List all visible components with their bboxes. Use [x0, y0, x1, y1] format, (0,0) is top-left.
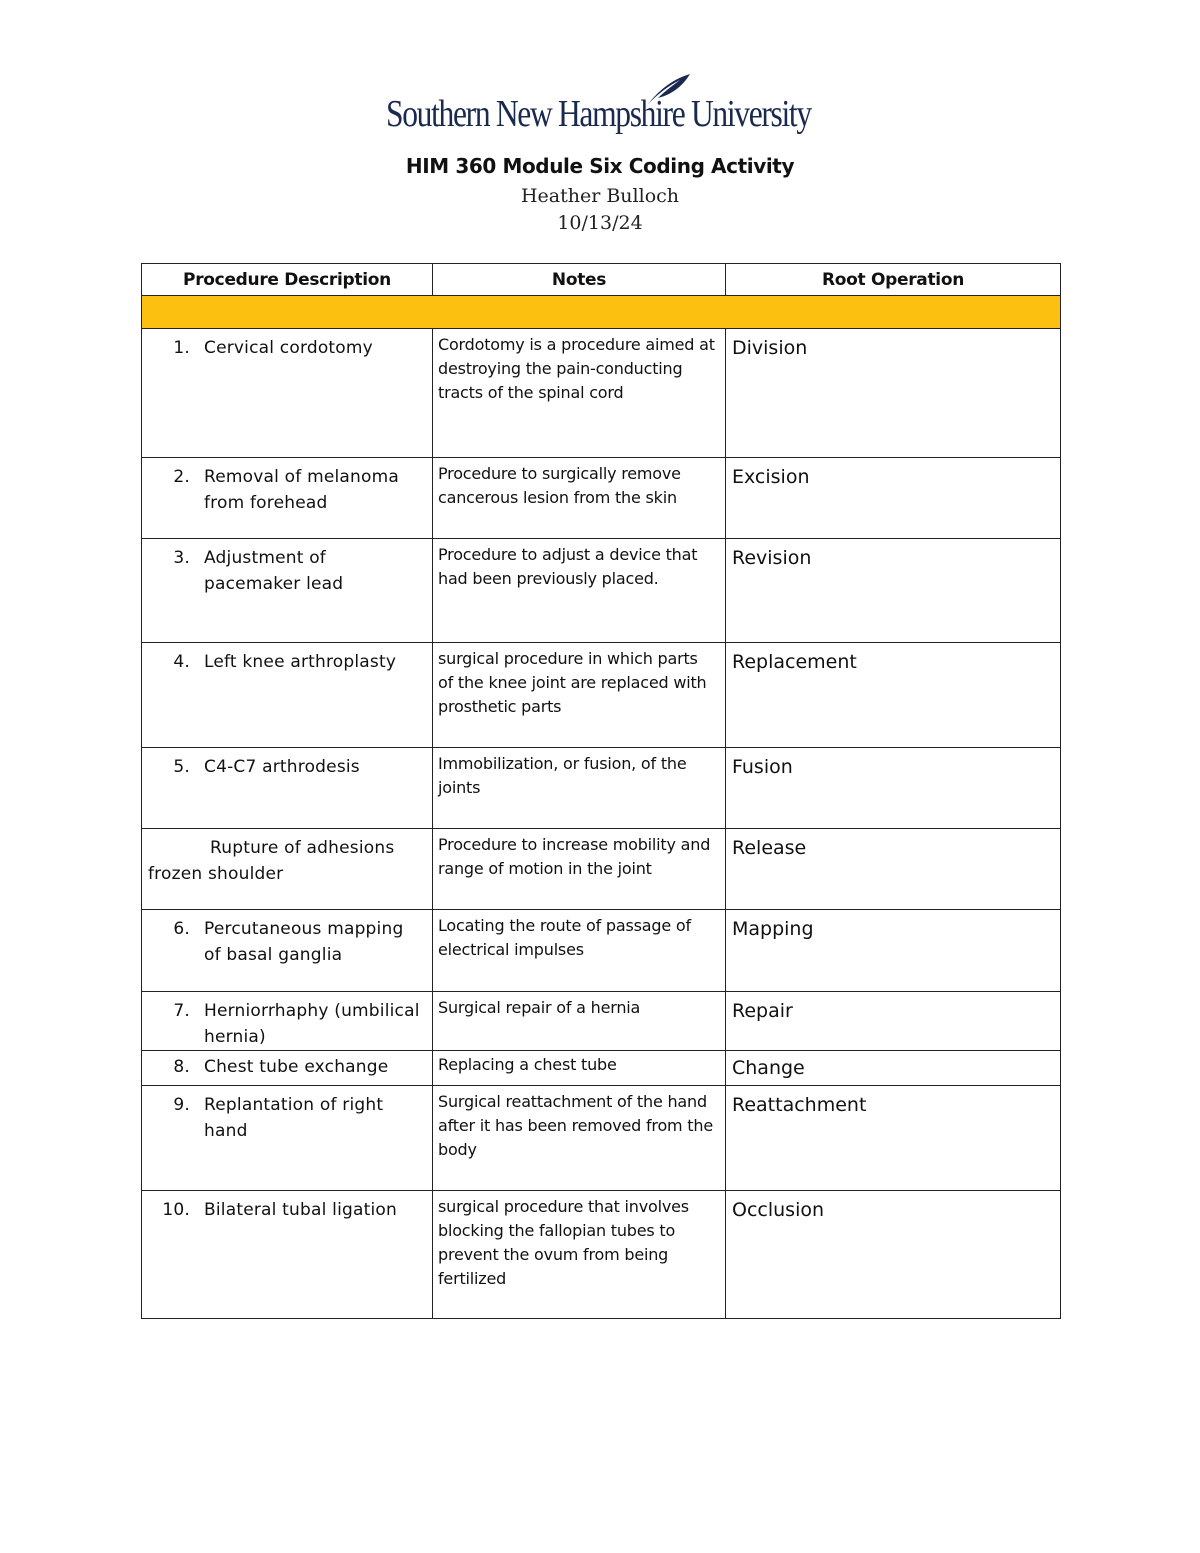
row-number: 6.: [173, 919, 190, 939]
procedure-description: Rupture of adhesions: [210, 838, 395, 858]
column-header-procedure: Procedure Description: [142, 264, 433, 296]
procedure-description: Herniorrhaphy (umbilical hernia): [204, 1001, 420, 1047]
procedure-description: Bilateral tubal ligation: [204, 1200, 397, 1220]
row-number: 1.: [173, 338, 190, 358]
root-operation: Mapping: [732, 918, 814, 940]
column-header-root-operation: Root Operation: [726, 264, 1061, 296]
table-header-row: [142, 264, 1061, 296]
procedure-notes: Replacing a chest tube: [438, 1055, 617, 1074]
table-row: [142, 643, 1061, 748]
procedure-notes: Surgical repair of a hernia: [438, 998, 641, 1017]
quill-icon: [644, 70, 694, 110]
root-operation: Reattachment: [732, 1094, 867, 1116]
row-number: 3.: [173, 548, 190, 568]
table-row: [142, 458, 1061, 539]
procedure-notes: Procedure to increase mobility and range of motion in the joint: [438, 835, 711, 878]
procedure-description: Adjustment of pacemaker lead: [204, 548, 344, 594]
highlight-band-row: [142, 296, 1061, 329]
author-name: Heather Bulloch: [520, 185, 680, 207]
root-operation: Division: [732, 337, 808, 359]
table-row: [142, 910, 1061, 992]
root-operation: Release: [732, 837, 807, 859]
table-row: [142, 1191, 1061, 1319]
row-number: 2.: [173, 467, 190, 487]
row-number: 4.: [173, 652, 190, 672]
table-row: [142, 329, 1061, 458]
row-number: 7.: [173, 1001, 190, 1021]
university-logo: [386, 70, 816, 140]
table-row: [142, 539, 1061, 643]
procedure-description-continued: frozen shoulder: [148, 864, 284, 884]
row-number: 10.: [162, 1200, 190, 1220]
table-row: [142, 748, 1061, 829]
row-number: 9.: [173, 1095, 190, 1115]
root-operation: Revision: [732, 547, 812, 569]
root-operation: Occlusion: [732, 1199, 825, 1221]
document-title: HIM 360 Module Six Coding Activity: [405, 154, 795, 178]
document-date: 10/13/24: [557, 212, 643, 234]
procedure-description: Left knee arthroplasty: [204, 652, 397, 672]
column-header-notes: Notes: [433, 264, 726, 296]
root-operation: Repair: [732, 1000, 793, 1022]
procedure-notes: Procedure to adjust a device that had been previously placed.: [438, 545, 698, 588]
procedure-description: Replantation of right hand: [204, 1095, 384, 1141]
procedure-notes: surgical procedure in which parts of the knee joint are replaced with prosthetic parts: [438, 649, 707, 716]
procedure-description: C4-C7 arthrodesis: [204, 757, 360, 777]
row-number: 5.: [173, 757, 190, 777]
procedure-description: Percutaneous mapping of basal ganglia: [204, 919, 404, 965]
root-operation: Replacement: [732, 651, 857, 673]
procedure-notes: Procedure to surgically remove cancerous lesion from the skin: [438, 464, 681, 507]
root-operation: Change: [732, 1057, 805, 1079]
coding-table: [141, 263, 1061, 1319]
root-operation: Fusion: [732, 756, 793, 778]
table-row: [142, 829, 1061, 910]
procedure-notes: Immobilization, or fusion, of the joints: [438, 754, 687, 797]
procedure-description: Removal of melanoma from forehead: [204, 467, 399, 513]
table-row: [142, 992, 1061, 1051]
procedure-description: Cervical cordotomy: [204, 338, 373, 358]
logo-wordmark: Southern New Hampshire University: [386, 93, 811, 135]
row-number: 8.: [173, 1057, 190, 1077]
procedure-notes: Surgical reattachment of the hand after it has been removed from the body: [438, 1092, 713, 1159]
procedure-notes: Locating the route of passage of electrical impulses: [438, 916, 691, 959]
table-row: [142, 1051, 1061, 1086]
procedure-notes: surgical procedure that involves blocking the fallopian tubes to prevent the ovum from being fertilized: [438, 1197, 689, 1288]
root-operation: Excision: [732, 466, 810, 488]
procedure-notes: Cordotomy is a procedure aimed at destroying the pain-conducting tracts of the spinal cord: [438, 335, 715, 402]
table-row: [142, 1086, 1061, 1191]
procedure-description: Chest tube exchange: [204, 1057, 389, 1077]
